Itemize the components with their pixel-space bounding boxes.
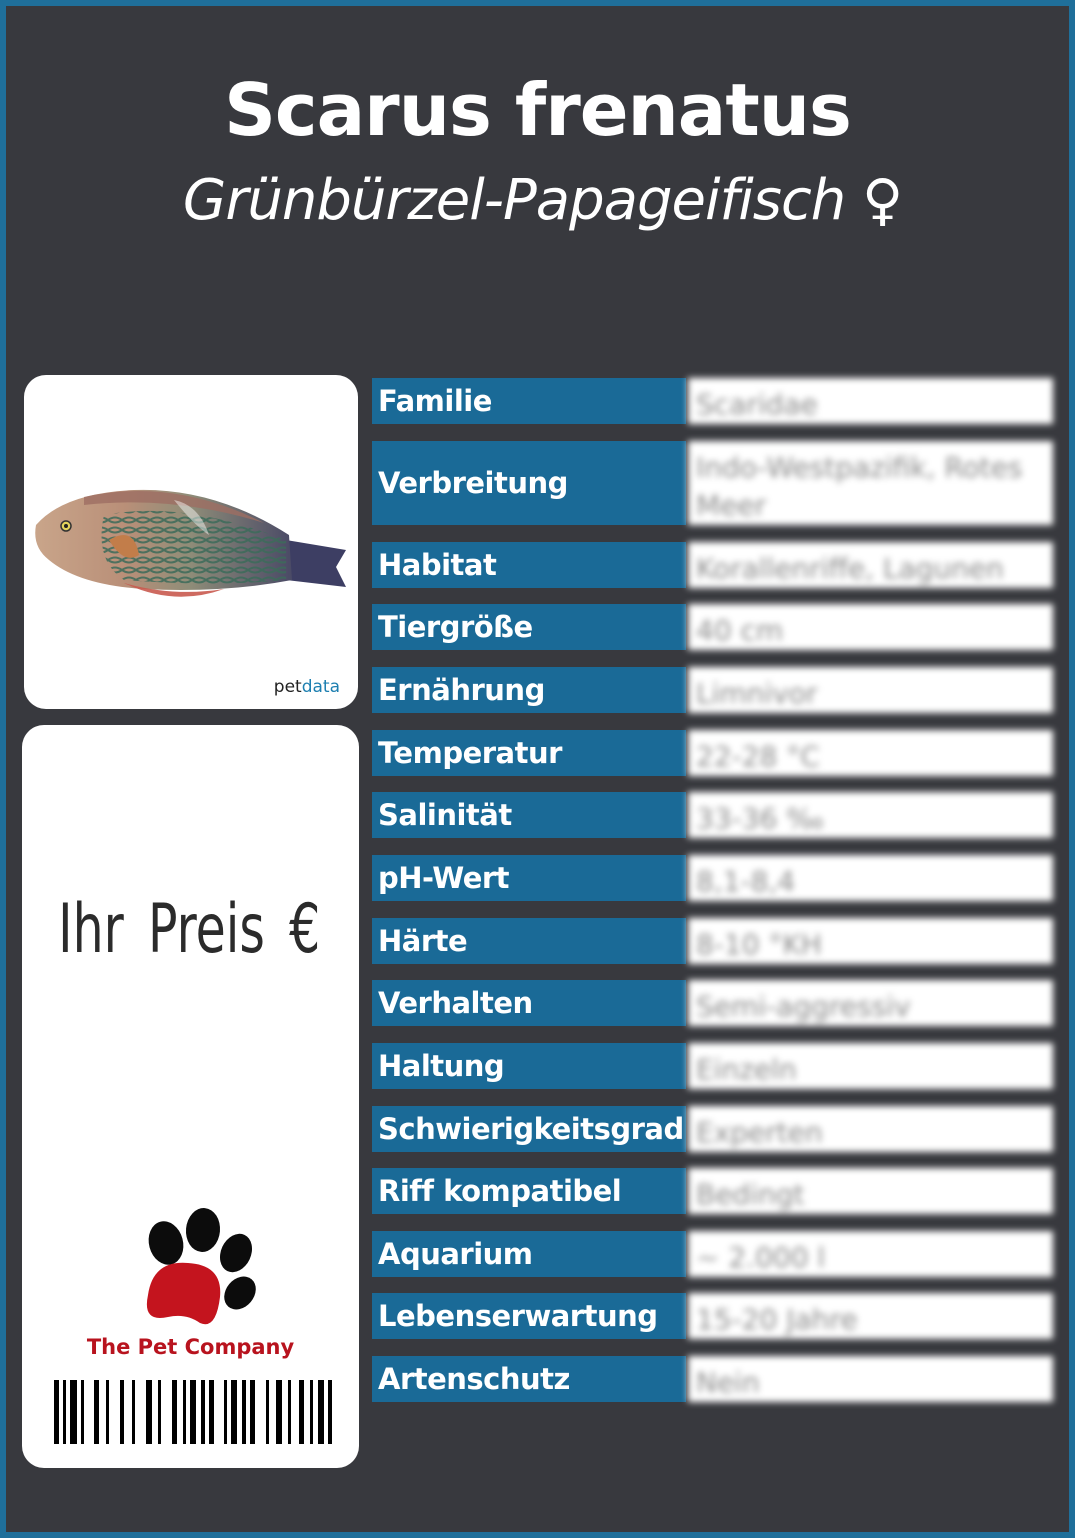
property-label: pH-Wert: [372, 855, 686, 901]
barcode-icon: [54, 1380, 334, 1446]
property-value: Einzeln: [688, 1043, 1053, 1089]
property-value: Nein: [688, 1356, 1053, 1402]
property-label: Verbreitung: [372, 441, 686, 525]
property-row-temperatur: [372, 730, 1053, 776]
property-row-tiergroesse: [372, 604, 1053, 650]
property-value: Limnivor: [688, 667, 1053, 713]
property-value: Scaridae: [688, 378, 1053, 424]
property-label: Salinität: [372, 792, 686, 838]
property-value: 33-36 ‰: [688, 792, 1053, 838]
fish-image: [24, 375, 358, 709]
property-value: 8,1-8,4: [688, 855, 1053, 901]
property-value: 40 cm: [688, 604, 1053, 650]
property-value: Bedingt: [688, 1168, 1053, 1214]
species-title: Scarus frenatus: [224, 68, 851, 152]
property-row-schwierigkeitsgrad: [372, 1106, 1053, 1152]
property-row-haerte: [372, 918, 1053, 964]
property-label: Riff kompatibel: [372, 1168, 686, 1214]
property-row-lebenserwartung: [372, 1293, 1053, 1339]
property-row-verbreitung: [372, 441, 1053, 525]
property-row-verhalten: [372, 980, 1053, 1026]
company-name: The Pet Company: [86, 1335, 295, 1359]
property-label: Familie: [372, 378, 686, 424]
property-label: Tiergröße: [372, 604, 686, 650]
property-value: Indo-Westpazifik, Rotes Meer: [688, 441, 1053, 525]
property-label: Temperatur: [372, 730, 686, 776]
property-value: 15-20 Jahre: [688, 1293, 1053, 1339]
property-row-ernaehrung: [372, 667, 1053, 713]
property-label: Aquarium: [372, 1231, 686, 1277]
property-row-aquarium: [372, 1231, 1053, 1277]
property-value: Experten: [688, 1106, 1053, 1152]
paw-icon: [128, 1205, 268, 1335]
property-row-habitat: [372, 542, 1053, 588]
property-label: Schwierigkeitsgrad: [372, 1106, 686, 1152]
property-row-familie: [372, 378, 1053, 424]
property-label: Habitat: [372, 542, 686, 588]
property-label: Verhalten: [372, 980, 686, 1026]
property-value: Korallenriffe, Lagunen: [688, 542, 1053, 588]
property-value: 22-28 °C: [688, 730, 1053, 776]
photo-card: [24, 375, 358, 709]
property-row-haltung: [372, 1043, 1053, 1089]
property-value: Semi-aggressiv: [688, 980, 1053, 1026]
property-label: Ernährung: [372, 667, 686, 713]
property-row-ph-wert: [372, 855, 1053, 901]
property-value: 8-10 °KH: [688, 918, 1053, 964]
property-label: Artenschutz: [372, 1356, 686, 1402]
property-label: Lebenserwartung: [372, 1293, 686, 1339]
property-row-riff-kompatibel: [372, 1168, 1053, 1214]
property-value: ~ 2.000 l: [688, 1231, 1053, 1277]
property-label: Haltung: [372, 1043, 686, 1089]
petdata-logo: petdata: [273, 677, 340, 697]
property-row-salinitaet: [372, 792, 1053, 838]
property-row-artenschutz: [372, 1356, 1053, 1402]
species-common-name: Grünbürzel-Papageifisch ♀: [182, 168, 903, 233]
price-label: Ihr Preis €: [58, 890, 321, 969]
property-label: Härte: [372, 918, 686, 964]
